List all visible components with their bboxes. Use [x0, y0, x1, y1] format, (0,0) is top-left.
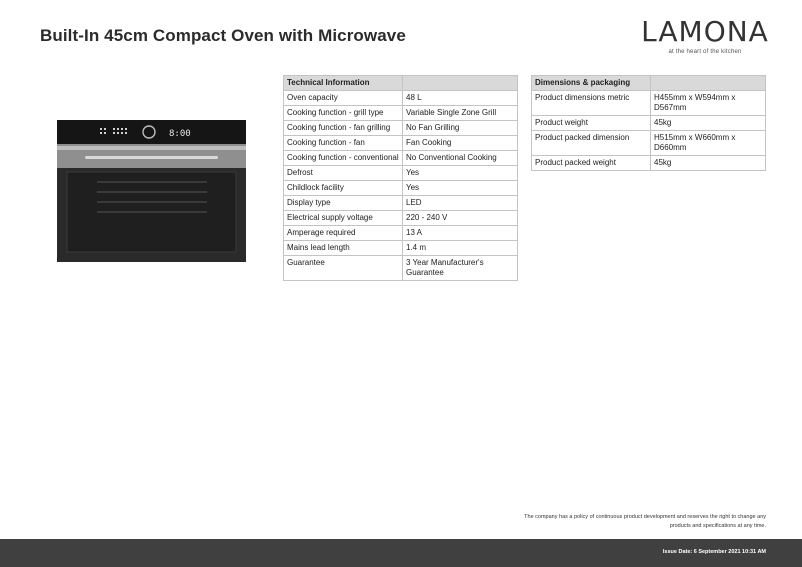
spec-label: Mains lead length: [284, 241, 403, 256]
spec-value: No Conventional Cooking: [403, 151, 518, 166]
spec-value: 1.4 m: [403, 241, 518, 256]
spec-label: Product packed weight: [532, 156, 651, 171]
spec-value: H455mm x W594mm x D567mm: [651, 91, 766, 116]
dimensions-packaging-table: [531, 75, 766, 171]
spec-value: Yes: [403, 181, 518, 196]
table-row: [284, 211, 518, 226]
spec-value: H515mm x W660mm x D660mm: [651, 131, 766, 156]
spec-label: Display type: [284, 196, 403, 211]
technical-information-table: [283, 75, 518, 281]
spec-label: Cooking function - grill type: [284, 106, 403, 121]
spec-value: LED: [403, 196, 518, 211]
spec-label: Cooking function - fan grilling: [284, 121, 403, 136]
disclaimer-text: The company has a policy of continuous product development and reserves the right to change any products and specifications at any time.: [524, 514, 766, 529]
oven-display-time: 8:00: [169, 129, 191, 139]
table-row: [284, 106, 518, 121]
table-row: [284, 196, 518, 211]
table-row: [284, 151, 518, 166]
spec-value: No Fan Grilling: [403, 121, 518, 136]
spec-value: 45kg: [651, 116, 766, 131]
spec-value: 3 Year Manufacturer's Guarantee: [403, 256, 518, 281]
table-row: [284, 241, 518, 256]
technical-header: Technical Information: [284, 76, 403, 91]
spec-label: Cooking function - conventional: [284, 151, 403, 166]
table-row: [284, 136, 518, 151]
spec-label: Product weight: [532, 116, 651, 131]
spec-label: Product packed dimension: [532, 131, 651, 156]
spec-value: Variable Single Zone Grill: [403, 106, 518, 121]
footer-bar: [0, 539, 802, 567]
brand-name: LAMONA: [641, 15, 769, 48]
spec-value: Yes: [403, 166, 518, 181]
table-row: [284, 166, 518, 181]
spec-value: 220 - 240 V: [403, 211, 518, 226]
spec-label: Cooking function - fan: [284, 136, 403, 151]
table-row: [532, 156, 766, 171]
spec-label: Electrical supply voltage: [284, 211, 403, 226]
page-title: Built-In 45cm Compact Oven with Microwave: [40, 26, 406, 45]
spec-label: Guarantee: [284, 256, 403, 281]
spec-value: Fan Cooking: [403, 136, 518, 151]
table-row: [532, 91, 766, 116]
dimensions-header: Dimensions & packaging: [532, 76, 651, 91]
dimensions-header-spacer: [651, 76, 766, 91]
technical-header-spacer: [403, 76, 518, 91]
table-row: [284, 181, 518, 196]
spec-label: Product dimensions metric: [532, 91, 651, 116]
spec-label: Childlock facility: [284, 181, 403, 196]
table-row: [284, 91, 518, 106]
spec-value: 13 A: [403, 226, 518, 241]
spec-label: Defrost: [284, 166, 403, 181]
table-row: [532, 116, 766, 131]
table-row: [284, 121, 518, 136]
spec-value: 48 L: [403, 91, 518, 106]
oven-product-image: [57, 120, 246, 262]
spec-label: Oven capacity: [284, 91, 403, 106]
table-row: [284, 256, 518, 281]
table-row: [532, 131, 766, 156]
spec-label: Amperage required: [284, 226, 403, 241]
brand-logo: [640, 16, 770, 55]
table-row: [284, 226, 518, 241]
spec-value: 45kg: [651, 156, 766, 171]
brand-tagline: at the heart of the kitchen: [668, 49, 742, 55]
issue-date: Issue Date: 6 September 2021 10:31 AM: [662, 549, 766, 555]
